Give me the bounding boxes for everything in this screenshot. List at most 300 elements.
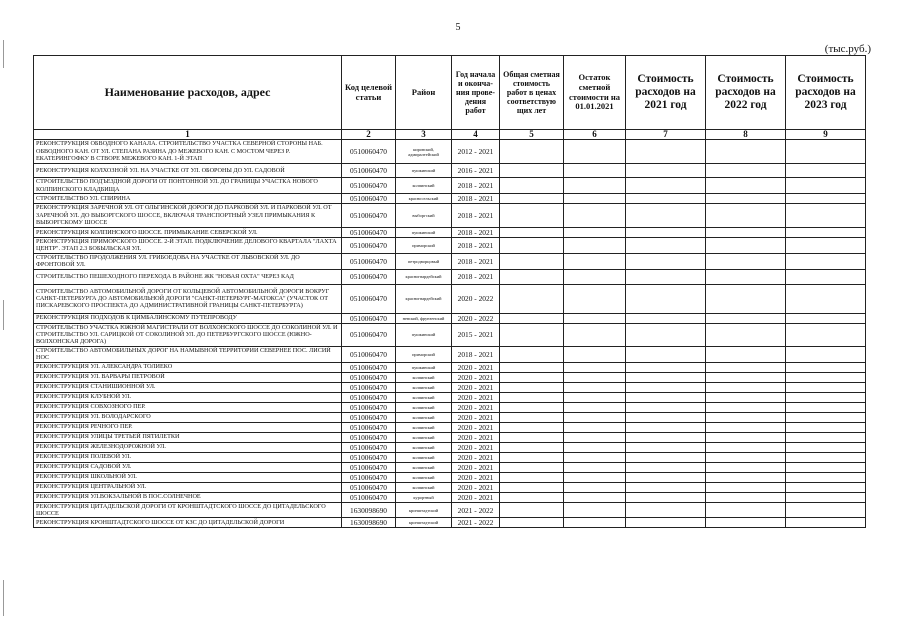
row-cost-2023 — [786, 402, 866, 412]
row-code: 0510060470 — [342, 238, 396, 254]
row-name: РЕКОНСТРУКЦИЯ КОЛХОЗНОЙ УЛ. НА УЧАСТКЕ ОТ УЛ. ОБОРОНЫ ДО УЛ. САДОВОЙ — [34, 164, 342, 178]
row-cost-2023 — [786, 392, 866, 402]
row-remainder — [564, 362, 626, 372]
row-years: 2020 - 2022 — [452, 284, 500, 313]
table-row — [34, 392, 866, 402]
row-cost-2022 — [706, 253, 786, 269]
row-total-cost — [500, 472, 564, 482]
row-name: СТРОИТЕЛЬСТВО УЛ. СПИРИНА — [34, 194, 342, 204]
header-name: Наименование расходов, адрес — [34, 56, 342, 130]
row-code: 0510060470 — [342, 269, 396, 284]
row-district: курортный — [396, 492, 452, 502]
row-remainder — [564, 402, 626, 412]
header-years: Год начала и оконча-ния прове-дения работ — [452, 56, 500, 130]
row-total-cost — [500, 269, 564, 284]
table-row — [34, 313, 866, 323]
row-years: 2020 - 2022 — [452, 313, 500, 323]
table-row — [34, 452, 866, 462]
table-row — [34, 253, 866, 269]
row-total-cost — [500, 323, 564, 346]
row-district: колпинский — [396, 392, 452, 402]
column-number: 6 — [564, 130, 626, 140]
row-name: РЕКОНСТРУКЦИЯ ОБВОДНОГО КАНАЛА. СТРОИТЕЛЬСТВО УЧАСТКА СЕВЕРНОЙ СТОРОНЫ НАБ. ОБВОДНОГО КАН. ОТ УЛ. СТЕПАНА РАЗИНА ДО МЕЖЕВОГО КАН. С МОСТОМ ЧЕРЕЗ Р. ЕКАТЕРИНГОФКУ В СТВОРЕ МЕЖЕВОГО КАН. 1-Й ЭТАП — [34, 140, 342, 164]
row-cost-2023 — [786, 462, 866, 472]
table-row — [34, 228, 866, 238]
row-cost-2022 — [706, 178, 786, 194]
row-total-cost — [500, 382, 564, 392]
row-cost-2023 — [786, 228, 866, 238]
row-name: РЕКОНСТРУКЦИЯ КЛУБНОЙ УЛ. — [34, 392, 342, 402]
row-remainder — [564, 164, 626, 178]
row-district: красногвардейский — [396, 284, 452, 313]
header-row — [34, 56, 866, 130]
row-remainder — [564, 178, 626, 194]
row-code: 0510060470 — [342, 492, 396, 502]
table-row — [34, 284, 866, 313]
row-years: 2020 - 2021 — [452, 482, 500, 492]
row-cost-2021 — [626, 432, 706, 442]
row-name: РЕКОНСТРУКЦИЯ СОВХОЗНОГО ПЕР. — [34, 402, 342, 412]
row-district: приморский — [396, 238, 452, 254]
row-years: 2020 - 2021 — [452, 392, 500, 402]
row-years: 2020 - 2021 — [452, 382, 500, 392]
row-district: колпинский — [396, 482, 452, 492]
row-total-cost — [500, 492, 564, 502]
row-years: 2018 - 2021 — [452, 204, 500, 228]
row-code: 0510060470 — [342, 482, 396, 492]
row-cost-2021 — [626, 452, 706, 462]
row-code: 0510060470 — [342, 284, 396, 313]
table-row — [34, 432, 866, 442]
table-row — [34, 382, 866, 392]
table-row — [34, 518, 866, 528]
table-row — [34, 269, 866, 284]
row-cost-2022 — [706, 452, 786, 462]
row-cost-2021 — [626, 253, 706, 269]
row-remainder — [564, 238, 626, 254]
row-name: СТРОИТЕЛЬСТВО АВТОМОБИЛЬНЫХ ДОРОГ НА НАМЫВНОЙ ТЕРРИТОРИИ СЕВЕРНЕЕ ПОС. ЛИСИЙ НОС — [34, 346, 342, 362]
row-district: пушкинский — [396, 323, 452, 346]
row-cost-2022 — [706, 462, 786, 472]
row-code: 0510060470 — [342, 402, 396, 412]
row-cost-2023 — [786, 362, 866, 372]
table-row — [34, 492, 866, 502]
row-district: колпинский — [396, 402, 452, 412]
row-district: колпинский — [396, 462, 452, 472]
table-row — [34, 372, 866, 382]
row-name: РЕКОНСТРУКЦИЯ ЦЕНТРАЛЬНОЙ УЛ. — [34, 482, 342, 492]
row-years: 2018 - 2021 — [452, 178, 500, 194]
row-name: РЕКОНСТРУКЦИЯ ПОДХОДОВ К ЦИМБАЛИНСКОМУ ПУТЕПРОВОДУ — [34, 313, 342, 323]
row-cost-2022 — [706, 313, 786, 323]
table-row — [34, 194, 866, 204]
row-name: РЕКОНСТРУКЦИЯ ЖЕЛЕЗНОДОРОЖНОЙ УЛ. — [34, 442, 342, 452]
row-district: пушкинский — [396, 362, 452, 372]
row-cost-2021 — [626, 269, 706, 284]
row-total-cost — [500, 402, 564, 412]
row-name: СТРОИТЕЛЬСТВО ПЕШЕХОДНОГО ПЕРЕХОДА В РАЙОНЕ ЖК "НОВАЯ ОХТА" ЧЕРЕЗ КАД — [34, 269, 342, 284]
row-district: колпинский — [396, 432, 452, 442]
row-cost-2022 — [706, 269, 786, 284]
row-code: 0510060470 — [342, 204, 396, 228]
row-years: 2020 - 2021 — [452, 422, 500, 432]
row-code: 0510060470 — [342, 442, 396, 452]
row-cost-2021 — [626, 194, 706, 204]
row-remainder — [564, 442, 626, 452]
row-total-cost — [500, 462, 564, 472]
row-total-cost — [500, 194, 564, 204]
row-total-cost — [500, 178, 564, 194]
row-cost-2022 — [706, 372, 786, 382]
row-name: РЕКОНСТРУКЦИЯ УЛ. ВАРВАРЫ ПЕТРОВОЙ — [34, 372, 342, 382]
row-name: РЕКОНСТРУКЦИЯ ЗАРЕЧНОЙ УЛ. ОТ ОЛЬГИНСКОЙ ДОРОГИ ДО ПАРКОВОЙ УЛ. И ПАРКОВОЙ УЛ. ОТ ЗАРЕЧНОЙ УЛ. ДО ВЫБОРГСКОГО ШОССЕ, ВКЛЮЧАЯ ТРАНСПОРТНЫЙ УЗЕЛ ПРИМЫКАНИЯ К ВЫБОРГСКОМУ ШОССЕ — [34, 204, 342, 228]
row-years: 2020 - 2021 — [452, 452, 500, 462]
row-district: колпинский — [396, 412, 452, 422]
row-cost-2022 — [706, 502, 786, 518]
row-remainder — [564, 194, 626, 204]
scan-edge-mark — [3, 40, 4, 68]
table-row — [34, 204, 866, 228]
row-cost-2023 — [786, 164, 866, 178]
row-cost-2023 — [786, 482, 866, 492]
row-remainder — [564, 518, 626, 528]
table-row — [34, 346, 866, 362]
unit-label: (тыс.руб.) — [824, 43, 871, 55]
row-cost-2021 — [626, 462, 706, 472]
row-cost-2022 — [706, 346, 786, 362]
row-cost-2023 — [786, 502, 866, 518]
row-code: 0510060470 — [342, 382, 396, 392]
row-remainder — [564, 346, 626, 362]
row-years: 2012 - 2021 — [452, 140, 500, 164]
row-name: РЕКОНСТРУКЦИЯ КОЛПИНСКОГО ШОССЕ. ПРИМЫКАНИЕ СЕВЕРСКОЙ УЛ. — [34, 228, 342, 238]
row-code: 0510060470 — [342, 194, 396, 204]
row-cost-2022 — [706, 402, 786, 412]
row-cost-2021 — [626, 442, 706, 452]
row-cost-2021 — [626, 472, 706, 482]
row-name: СТРОИТЕЛЬСТВО АВТОМОБИЛЬНОЙ ДОРОГИ ОТ КОЛЬЦЕВОЙ АВТОМОБИЛЬНОЙ ДОРОГИ ВОКРУГ САНКТ-ПЕТЕРБУРГА ДО АВТОМОБИЛЬНОЙ ДОРОГИ "САНКТ-ПЕТЕРБУРГ-МАТОКСА" (УЧАСТОК ОТ ПИСКАРЕВСКОГО ПРОСПЕКТА ДО АДМИНИСТРАТИВНОЙ ГРАНИЦЫ САНКТ-ПЕТЕРБУРГА) — [34, 284, 342, 313]
table-row — [34, 238, 866, 254]
row-cost-2022 — [706, 362, 786, 372]
row-remainder — [564, 452, 626, 462]
row-code: 0510060470 — [342, 228, 396, 238]
column-number: 2 — [342, 130, 396, 140]
row-code: 0510060470 — [342, 178, 396, 194]
row-total-cost — [500, 228, 564, 238]
row-cost-2023 — [786, 382, 866, 392]
row-code: 0510060470 — [342, 392, 396, 402]
row-district: кронштадтский — [396, 502, 452, 518]
row-cost-2021 — [626, 412, 706, 422]
table-row — [34, 422, 866, 432]
row-cost-2021 — [626, 178, 706, 194]
row-name: СТРОИТЕЛЬСТВО УЧАСТКА ЮЖНОЙ МАГИСТРАЛИ ОТ ВОЛХОНСКОГО ШОССЕ ДО СОКОЛИНОЙ УЛ. И СТРОИТЕЛЬСТВО УЛ. САРИЦКОЙ ОТ СОКОЛИНОЙ УЛ. ДО ПЕТЕРБУРГСКОГО ШОССЕ (ЮЖНО-ВОЛХОНСКАЯ ДОРОГА) — [34, 323, 342, 346]
header-district: Район — [396, 56, 452, 130]
row-cost-2023 — [786, 238, 866, 254]
row-cost-2021 — [626, 323, 706, 346]
row-cost-2022 — [706, 323, 786, 346]
row-cost-2021 — [626, 140, 706, 164]
row-name: РЕКОНСТРУКЦИЯ УЛ. ВОЛОДАРСКОГО — [34, 412, 342, 422]
row-code: 0510060470 — [342, 362, 396, 372]
row-cost-2022 — [706, 382, 786, 392]
row-cost-2022 — [706, 518, 786, 528]
row-cost-2021 — [626, 204, 706, 228]
row-cost-2021 — [626, 482, 706, 492]
row-total-cost — [500, 518, 564, 528]
row-years: 2018 - 2021 — [452, 346, 500, 362]
table-body — [34, 140, 866, 528]
row-code: 0510060470 — [342, 346, 396, 362]
row-years: 2015 - 2021 — [452, 323, 500, 346]
row-code: 0510060470 — [342, 472, 396, 482]
row-district: приморский — [396, 346, 452, 362]
row-total-cost — [500, 392, 564, 402]
row-cost-2023 — [786, 452, 866, 462]
column-number-row — [34, 130, 866, 140]
row-years: 2021 - 2022 — [452, 518, 500, 528]
row-district: колпинский — [396, 178, 452, 194]
row-total-cost — [500, 362, 564, 372]
row-years: 2021 - 2022 — [452, 502, 500, 518]
row-cost-2021 — [626, 382, 706, 392]
row-cost-2022 — [706, 228, 786, 238]
table-row — [34, 323, 866, 346]
row-remainder — [564, 482, 626, 492]
row-name: СТРОИТЕЛЬСТВО ПОДЪЕЗДНОЙ ДОРОГИ ОТ ПОНТОННОЙ УЛ. ДО ГРАНИЦЫ УЧАСТКА НОВОГО КОЛПИНСКОГО КЛАДБИЩА — [34, 178, 342, 194]
row-remainder — [564, 382, 626, 392]
row-remainder — [564, 412, 626, 422]
row-code: 1630098690 — [342, 502, 396, 518]
row-cost-2021 — [626, 362, 706, 372]
row-cost-2023 — [786, 372, 866, 382]
row-name: РЕКОНСТРУКЦИЯ УЛ. АЛЕКСАНДРА ТОЛИЕКО — [34, 362, 342, 372]
row-cost-2021 — [626, 228, 706, 238]
column-number: 3 — [396, 130, 452, 140]
row-name: СТРОИТЕЛЬСТВО ПРОДОЛЖЕНИЯ УЛ. ГРИБОЕДОВА НА УЧАСТКЕ ОТ ЛЬВОВСКОЙ УЛ. ДО ФРОНТОВОЙ УЛ. — [34, 253, 342, 269]
column-number: 1 — [34, 130, 342, 140]
row-cost-2023 — [786, 412, 866, 422]
row-remainder — [564, 392, 626, 402]
column-number: 7 — [626, 130, 706, 140]
page-number: 5 — [455, 22, 461, 33]
row-cost-2021 — [626, 238, 706, 254]
row-cost-2022 — [706, 482, 786, 492]
scan-edge-mark — [3, 300, 4, 330]
row-code: 0510060470 — [342, 313, 396, 323]
row-years: 2018 - 2021 — [452, 238, 500, 254]
row-remainder — [564, 269, 626, 284]
row-cost-2023 — [786, 253, 866, 269]
row-years: 2018 - 2021 — [452, 253, 500, 269]
row-cost-2021 — [626, 372, 706, 382]
row-cost-2022 — [706, 164, 786, 178]
row-district: колпинский — [396, 372, 452, 382]
table-row — [34, 482, 866, 492]
row-remainder — [564, 462, 626, 472]
row-name: РЕКОНСТРУКЦИЯ СТАНИШИОННОЙ УЛ. — [34, 382, 342, 392]
row-total-cost — [500, 346, 564, 362]
table-row — [34, 472, 866, 482]
row-remainder — [564, 492, 626, 502]
row-cost-2023 — [786, 432, 866, 442]
row-cost-2022 — [706, 284, 786, 313]
row-code: 0510060470 — [342, 164, 396, 178]
table-row — [34, 164, 866, 178]
row-name: РЕКОНСТРУКЦИЯ КРОНШТАДТСКОГО ШОССЕ ОТ КЗС ДО ЦИТАДЕЛЬСКОЙ ДОРОГИ — [34, 518, 342, 528]
row-remainder — [564, 323, 626, 346]
table-row — [34, 462, 866, 472]
row-cost-2021 — [626, 313, 706, 323]
row-cost-2023 — [786, 346, 866, 362]
row-district: колпинский — [396, 452, 452, 462]
row-years: 2020 - 2021 — [452, 432, 500, 442]
header-total-cost: Общая сметная стоимость работ в ценах соответствую щих лет — [500, 56, 564, 130]
row-cost-2023 — [786, 204, 866, 228]
header-cost-2023: Стоимость расходов на 2023 год — [786, 56, 866, 130]
row-cost-2022 — [706, 140, 786, 164]
row-total-cost — [500, 442, 564, 452]
row-total-cost — [500, 140, 564, 164]
row-years: 2018 - 2021 — [452, 228, 500, 238]
row-district: колпинский — [396, 442, 452, 452]
row-total-cost — [500, 253, 564, 269]
row-cost-2022 — [706, 412, 786, 422]
row-remainder — [564, 472, 626, 482]
column-number: 9 — [786, 130, 866, 140]
column-number: 4 — [452, 130, 500, 140]
row-years: 2020 - 2021 — [452, 442, 500, 452]
row-cost-2022 — [706, 422, 786, 432]
row-remainder — [564, 372, 626, 382]
table-row — [34, 502, 866, 518]
row-remainder — [564, 228, 626, 238]
row-name: РЕКОНСТРУКЦИЯ РЕЧНОГО ПЕР. — [34, 422, 342, 432]
row-cost-2022 — [706, 472, 786, 482]
row-cost-2023 — [786, 323, 866, 346]
header-code: Код целевой статьи — [342, 56, 396, 130]
row-total-cost — [500, 412, 564, 422]
row-district: петродворцовый — [396, 253, 452, 269]
row-cost-2022 — [706, 432, 786, 442]
row-code: 0510060470 — [342, 140, 396, 164]
row-years: 2016 - 2021 — [452, 164, 500, 178]
table-row — [34, 402, 866, 412]
row-code: 0510060470 — [342, 412, 396, 422]
column-number: 5 — [500, 130, 564, 140]
row-remainder — [564, 284, 626, 313]
row-remainder — [564, 432, 626, 442]
row-cost-2023 — [786, 422, 866, 432]
row-remainder — [564, 253, 626, 269]
row-remainder — [564, 422, 626, 432]
row-cost-2023 — [786, 518, 866, 528]
row-cost-2022 — [706, 492, 786, 502]
row-years: 2018 - 2021 — [452, 194, 500, 204]
row-total-cost — [500, 422, 564, 432]
row-years: 2020 - 2021 — [452, 462, 500, 472]
row-cost-2023 — [786, 284, 866, 313]
row-cost-2023 — [786, 492, 866, 502]
row-code: 0510060470 — [342, 323, 396, 346]
row-cost-2021 — [626, 402, 706, 412]
row-district: кронштадтский — [396, 518, 452, 528]
row-cost-2021 — [626, 346, 706, 362]
row-total-cost — [500, 482, 564, 492]
column-number: 8 — [706, 130, 786, 140]
row-name: РЕКОНСТРУКЦИЯ ЦИТАДЕЛЬСКОЙ ДОРОГИ ОТ КРОНШТАДТСКОГО ШОССЕ ДО ЦИТАДЕЛЬСКОГО ШОССЕ — [34, 502, 342, 518]
row-total-cost — [500, 313, 564, 323]
row-total-cost — [500, 432, 564, 442]
row-cost-2022 — [706, 194, 786, 204]
row-district: невский, фрунзенский — [396, 313, 452, 323]
row-cost-2021 — [626, 492, 706, 502]
row-name: РЕКОНСТРУКЦИЯ УЛИЦЫ ТРЕТЬЕЙ ПЯТИЛЕТКИ — [34, 432, 342, 442]
row-cost-2021 — [626, 164, 706, 178]
row-code: 0510060470 — [342, 462, 396, 472]
table-row — [34, 412, 866, 422]
row-name: РЕКОНСТРУКЦИЯ ПРИМОРСКОГО ШОССЕ. 2-Й ЭТАП. ПОДКЛЮЧЕНИЕ ДЕЛОВОГО КВАРТАЛА "ЛАХТА ЦЕНТР". ЭТАП 2.3 БОБЫЛЬСКАЯ УЛ. — [34, 238, 342, 254]
row-district: колпинский — [396, 382, 452, 392]
row-remainder — [564, 204, 626, 228]
row-years: 2020 - 2021 — [452, 372, 500, 382]
row-years: 2020 - 2021 — [452, 492, 500, 502]
row-code: 0510060470 — [342, 253, 396, 269]
row-name: РЕКОНСТРУКЦИЯ САДОВОЙ УЛ. — [34, 462, 342, 472]
row-cost-2022 — [706, 204, 786, 228]
row-cost-2023 — [786, 269, 866, 284]
row-years: 2020 - 2021 — [452, 472, 500, 482]
row-name: РЕКОНСТРУКЦИЯ УЛ.ВОКЗАЛЬНОЙ В ПОС.СОЛНЕЧНОЕ — [34, 492, 342, 502]
row-years: 2018 - 2021 — [452, 269, 500, 284]
row-district: колпинский — [396, 422, 452, 432]
row-total-cost — [500, 284, 564, 313]
row-code: 0510060470 — [342, 422, 396, 432]
row-remainder — [564, 502, 626, 518]
row-cost-2023 — [786, 442, 866, 452]
row-total-cost — [500, 238, 564, 254]
row-cost-2023 — [786, 313, 866, 323]
row-remainder — [564, 313, 626, 323]
row-district: кировский, адмиралтейский — [396, 140, 452, 164]
row-cost-2023 — [786, 472, 866, 482]
row-remainder — [564, 140, 626, 164]
row-cost-2023 — [786, 194, 866, 204]
row-total-cost — [500, 452, 564, 462]
row-total-cost — [500, 502, 564, 518]
row-years: 2020 - 2021 — [452, 402, 500, 412]
header-cost-2022: Стоимость расходов на 2022 год — [706, 56, 786, 130]
row-code: 0510060470 — [342, 452, 396, 462]
row-code: 1630098690 — [342, 518, 396, 528]
row-district: пушкинский — [396, 228, 452, 238]
row-cost-2021 — [626, 422, 706, 432]
row-years: 2020 - 2021 — [452, 412, 500, 422]
row-total-cost — [500, 164, 564, 178]
row-total-cost — [500, 204, 564, 228]
row-total-cost — [500, 372, 564, 382]
row-district: красносельский — [396, 194, 452, 204]
row-cost-2023 — [786, 178, 866, 194]
row-code: 0510060470 — [342, 372, 396, 382]
table-row — [34, 178, 866, 194]
row-years: 2020 - 2021 — [452, 362, 500, 372]
header-cost-2021: Стоимость расходов на 2021 год — [626, 56, 706, 130]
row-cost-2022 — [706, 238, 786, 254]
expenses-table — [33, 55, 866, 528]
row-name: РЕКОНСТРУКЦИЯ ПОЛЕВОЙ УЛ. — [34, 452, 342, 462]
row-cost-2021 — [626, 518, 706, 528]
